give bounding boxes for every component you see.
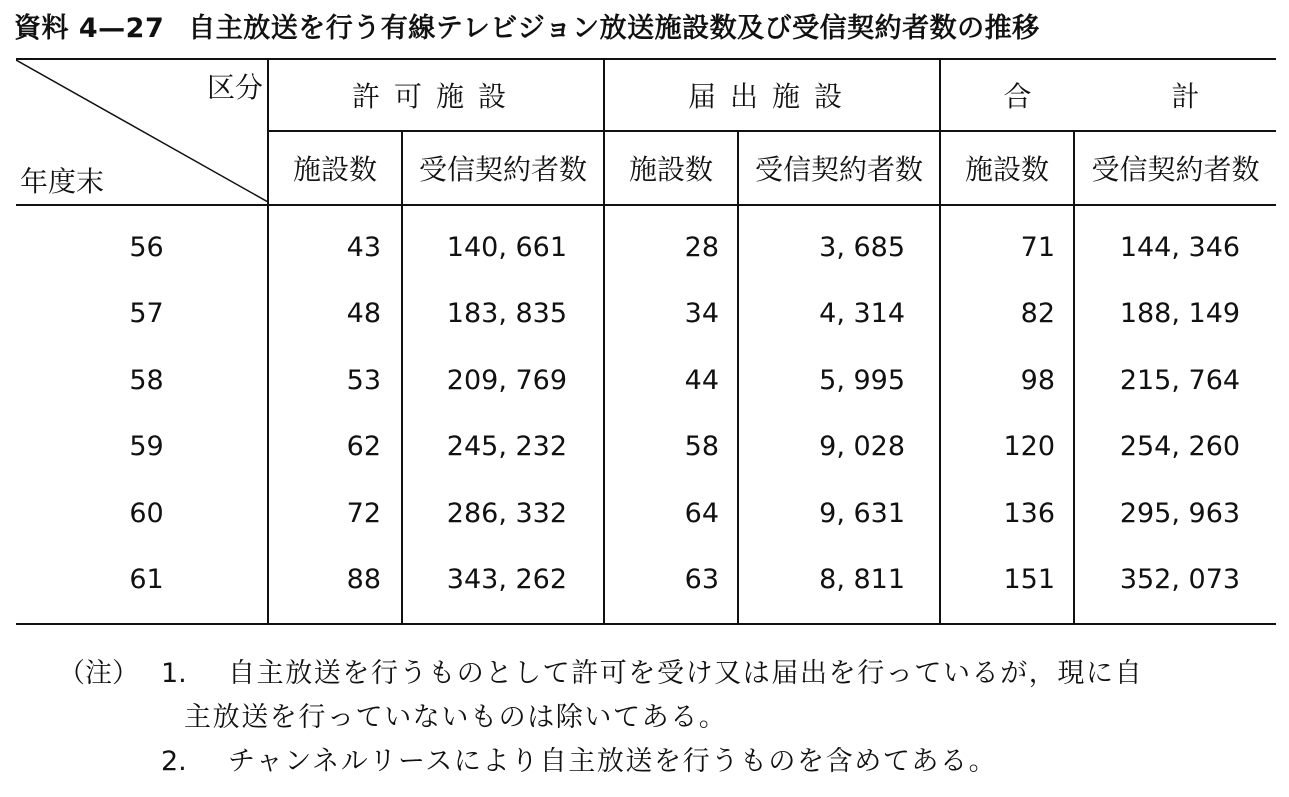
total-subscribers-cell: 215, 764 [1074, 347, 1276, 414]
total-subscribers-cell: 188, 149 [1074, 281, 1276, 348]
notified-facilities-cell: 34 [604, 281, 738, 348]
table-row [16, 214, 1276, 281]
year-cell: 59 [129, 431, 164, 463]
title-text: 自主放送を行う有線テレビジョン放送施設数及び受信契約者数の推移 [188, 13, 1040, 44]
year-cell: 61 [129, 564, 164, 596]
notified-subscribers-cell: 3, 685 [738, 214, 940, 281]
total-facilities-cell: 151 [940, 547, 1074, 614]
licensed-facilities-cell: 62 [268, 414, 402, 481]
notified-subscribers-cell: 9, 028 [738, 414, 940, 481]
year-end-label: 年度末 [20, 165, 105, 198]
sub-header-subscribers: 受信契約者数 [738, 131, 940, 205]
group-header-total: 合 計 [940, 59, 1276, 131]
total-subscribers-cell: 352, 073 [1074, 547, 1276, 614]
total-subscribers-cell: 254, 260 [1074, 414, 1276, 481]
total-facilities-cell: 71 [940, 214, 1074, 281]
sub-header-subscribers: 受信契約者数 [402, 131, 604, 205]
licensed-subscribers-cell: 209, 769 [402, 347, 604, 414]
category-label: 区分 [206, 71, 263, 104]
page-title [14, 6, 1276, 45]
group-header-licensed: 許可施設 [268, 59, 604, 131]
note-item-continuation [16, 696, 1278, 740]
total-facilities-cell: 136 [940, 480, 1074, 547]
notified-facilities-cell: 63 [604, 547, 738, 614]
notes-heading: （注） [58, 658, 139, 689]
note-item [16, 652, 1278, 696]
licensed-facilities-cell: 88 [268, 547, 402, 614]
notes-section [16, 652, 1278, 784]
licensed-facilities-cell: 72 [268, 480, 402, 547]
total-subscribers-cell: 295, 963 [1074, 480, 1276, 547]
table-row [16, 547, 1276, 614]
note-item [16, 740, 1278, 784]
note-text: 自主放送を行うものとして許可を受け又は届出を行っているが，現に自 [228, 658, 1144, 689]
note-number: 1. [161, 658, 187, 689]
data-table [16, 58, 1276, 625]
licensed-subscribers-cell: 286, 332 [402, 480, 604, 547]
year-cell: 57 [129, 298, 164, 330]
total-subscribers-cell: 144, 346 [1074, 214, 1276, 281]
notified-subscribers-cell: 4, 314 [738, 281, 940, 348]
notified-subscribers-cell: 5, 995 [738, 347, 940, 414]
sub-header-facilities: 施設数 [940, 131, 1074, 205]
year-cell: 56 [129, 231, 164, 263]
licensed-subscribers-cell: 140, 661 [402, 214, 604, 281]
table-row [16, 281, 1276, 348]
note-number: 2. [161, 746, 187, 777]
sub-header-facilities: 施設数 [604, 131, 738, 205]
notified-facilities-cell: 28 [604, 214, 738, 281]
year-cell: 60 [129, 497, 164, 529]
total-facilities-cell: 82 [940, 281, 1074, 348]
licensed-subscribers-cell: 245, 232 [402, 414, 604, 481]
year-cell: 58 [129, 364, 164, 396]
note-text: 主放送を行っていないものは除いてある。 [184, 702, 728, 733]
group-header-notified: 届出施設 [604, 59, 940, 131]
document-code: 資料 4—27 [14, 13, 165, 44]
licensed-facilities-cell: 43 [268, 214, 402, 281]
notified-facilities-cell: 58 [604, 414, 738, 481]
table-row [16, 347, 1276, 414]
table-row [16, 414, 1276, 481]
licensed-subscribers-cell: 343, 262 [402, 547, 604, 614]
notified-subscribers-cell: 8, 811 [738, 547, 940, 614]
notified-facilities-cell: 64 [604, 480, 738, 547]
licensed-subscribers-cell: 183, 835 [402, 281, 604, 348]
notified-subscribers-cell: 9, 631 [738, 480, 940, 547]
total-facilities-cell: 98 [940, 347, 1074, 414]
licensed-facilities-cell: 48 [268, 281, 402, 348]
table-row [16, 480, 1276, 547]
sub-header-facilities: 施設数 [268, 131, 402, 205]
sub-header-subscribers: 受信契約者数 [1074, 131, 1276, 205]
note-text: チャンネルリースにより自主放送を行うものを含めてある。 [228, 746, 998, 777]
total-facilities-cell: 120 [940, 414, 1074, 481]
corner-header [16, 59, 268, 205]
notified-facilities-cell: 44 [604, 347, 738, 414]
licensed-facilities-cell: 53 [268, 347, 402, 414]
